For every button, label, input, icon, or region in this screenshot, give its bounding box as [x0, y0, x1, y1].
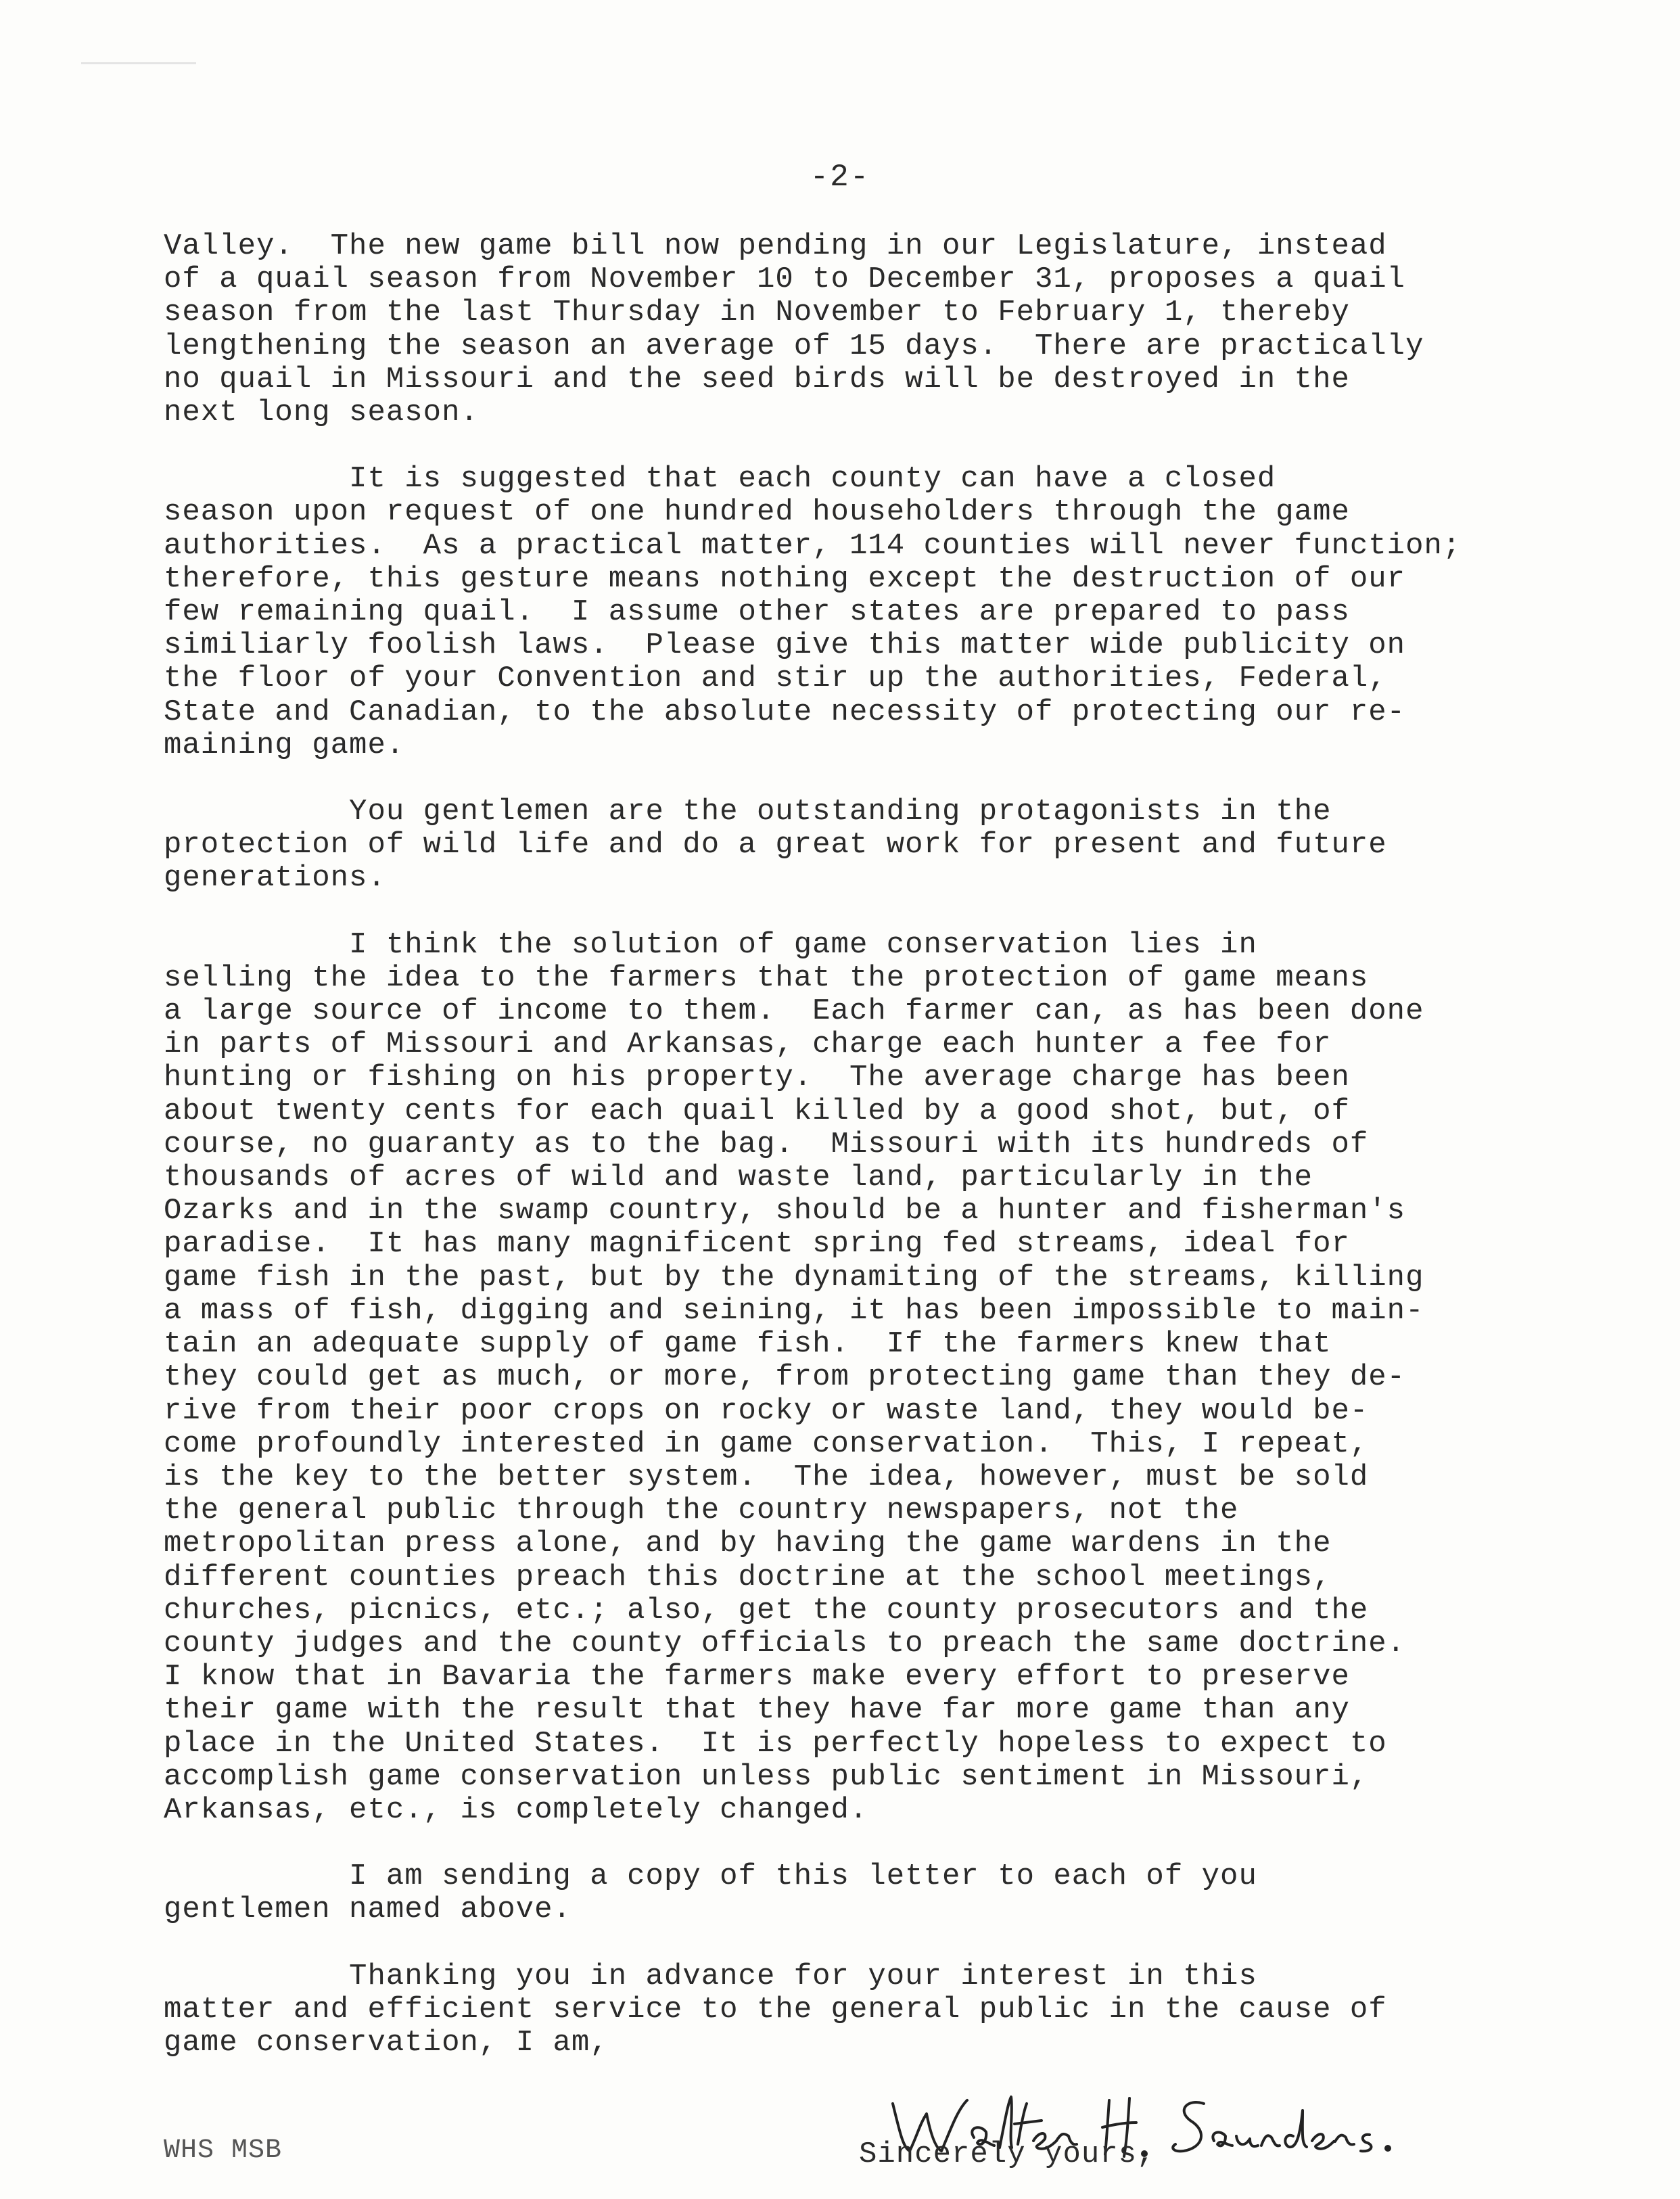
text-line: come profoundly interested in game conservation. This, I repeat,	[164, 1427, 1369, 1461]
text-line: they could get as much, or more, from protecting game than they de-	[164, 1360, 1406, 1395]
text-line: next long season.	[164, 396, 479, 430]
paragraph-1	[164, 230, 1611, 430]
text-line: I am sending a copy of this letter to each of you	[164, 1859, 1257, 1894]
typist-initials: WHS MSB	[164, 2135, 283, 2166]
text-line: metropolitan press alone, and by having the game wardens in the	[164, 1527, 1332, 1561]
text-line: in parts of Missouri and Arkansas, charge each hunter a fee for	[164, 1027, 1332, 1062]
letter-body	[164, 230, 1611, 2093]
text-line: I think the solution of game conservation lies in	[164, 927, 1257, 962]
text-line: Valley. The new game bill now pending in our Legislature, instead	[164, 229, 1387, 263]
text-line: gentlemen named above.	[164, 1893, 571, 1927]
text-line: about twenty cents for each quail killed by a good shot, but, of	[164, 1094, 1350, 1128]
text-line: the general public through the country newspapers, not the	[164, 1494, 1239, 1528]
text-line: rive from their poor crops on rocky or waste land, they would be-	[164, 1393, 1369, 1428]
paragraph-2	[164, 463, 1611, 762]
text-line: churches, picnics, etc.; also, get the county prosecutors and the	[164, 1593, 1369, 1627]
text-line: a mass of fish, digging and seining, it has been impossible to main-	[164, 1293, 1424, 1328]
scan-smudge	[81, 62, 196, 64]
text-line: no quail in Missouri and the seed birds will be destroyed in the	[164, 362, 1350, 396]
text-line: county judges and the county officials to preach the same doctrine.	[164, 1626, 1406, 1661]
text-line: accomplish game conservation unless public sentiment in Missouri,	[164, 1759, 1369, 1794]
text-line: of a quail season from November 10 to December 31, proposes a quail	[164, 262, 1406, 297]
paragraph-5	[164, 1860, 1611, 1926]
text-line: Arkansas, etc., is completely changed.	[164, 1792, 868, 1827]
text-line: I know that in Bavaria the farmers make every effort to preserve	[164, 1660, 1350, 1694]
text-line: generations.	[164, 861, 386, 896]
text-line: hunting or fishing on his property. The average charge has been	[164, 1061, 1350, 1095]
text-line: the floor of your Convention and stir up the authorities, Federal,	[164, 662, 1387, 696]
text-line: therefore, this gesture means nothing except the destruction of our	[164, 561, 1406, 596]
text-line: season from the last Thursday in November to February 1, thereby	[164, 296, 1350, 330]
page-number: -2-	[810, 160, 870, 195]
text-line: selling the idea to the farmers that the protection of game means	[164, 960, 1369, 995]
text-line: game conservation, I am,	[164, 2025, 609, 2060]
text-line: protection of wild life and do a great work for present and future	[164, 828, 1387, 862]
paragraph-6	[164, 1960, 1611, 2060]
text-line: place in the United States. It is perfectly hopeless to expect to	[164, 1726, 1387, 1761]
text-line: matter and efficient service to the general public in the cause of	[164, 1992, 1387, 2027]
text-line: authorities. As a practical matter, 114 counties will never function;	[164, 528, 1462, 563]
text-line: their game with the result that they have far more game than any	[164, 1693, 1350, 1728]
text-line: season upon request of one hundred householders through the game	[164, 495, 1350, 530]
text-line: It is suggested that each county can have a closed	[164, 462, 1276, 496]
text-line: Ozarks and in the swamp country, should be a hunter and fisherman's	[164, 1194, 1406, 1228]
text-line: Thanking you in advance for your interest in this	[164, 1959, 1257, 1993]
text-line: State and Canadian, to the absolute necessity of protecting our re-	[164, 695, 1406, 729]
paragraph-4	[164, 929, 1611, 1827]
text-line: course, no guaranty as to the bag. Missouri with its hundreds of	[164, 1127, 1369, 1161]
text-line: maining game.	[164, 728, 405, 762]
text-line: game fish in the past, but by the dynamiting of the streams, killing	[164, 1260, 1424, 1295]
text-line: tain an adequate supply of game fish. If the farmers knew that	[164, 1327, 1332, 1362]
text-line: different counties preach this doctrine at the school meetings,	[164, 1560, 1332, 1594]
text-line: is the key to the better system. The idea, however, must be sold	[164, 1460, 1369, 1494]
text-line: a large source of income to them. Each farmer can, as has been done	[164, 994, 1424, 1029]
text-line: You gentlemen are the outstanding protagonists in the	[164, 795, 1332, 829]
text-line: paradise. It has many magnificent spring fed streams, ideal for	[164, 1227, 1350, 1261]
closing-salutation: Sincerely yours,	[859, 2137, 1156, 2171]
text-line: lengthening the season an average of 15 days. There are practically	[164, 329, 1424, 363]
text-line: few remaining quail. I assume other states are prepared to pass	[164, 595, 1350, 630]
text-line: thousands of acres of wild and waste land, particularly in the	[164, 1161, 1313, 1195]
paragraph-3	[164, 795, 1611, 896]
text-line: similiarly foolish laws. Please give this matter wide publicity on	[164, 628, 1406, 663]
